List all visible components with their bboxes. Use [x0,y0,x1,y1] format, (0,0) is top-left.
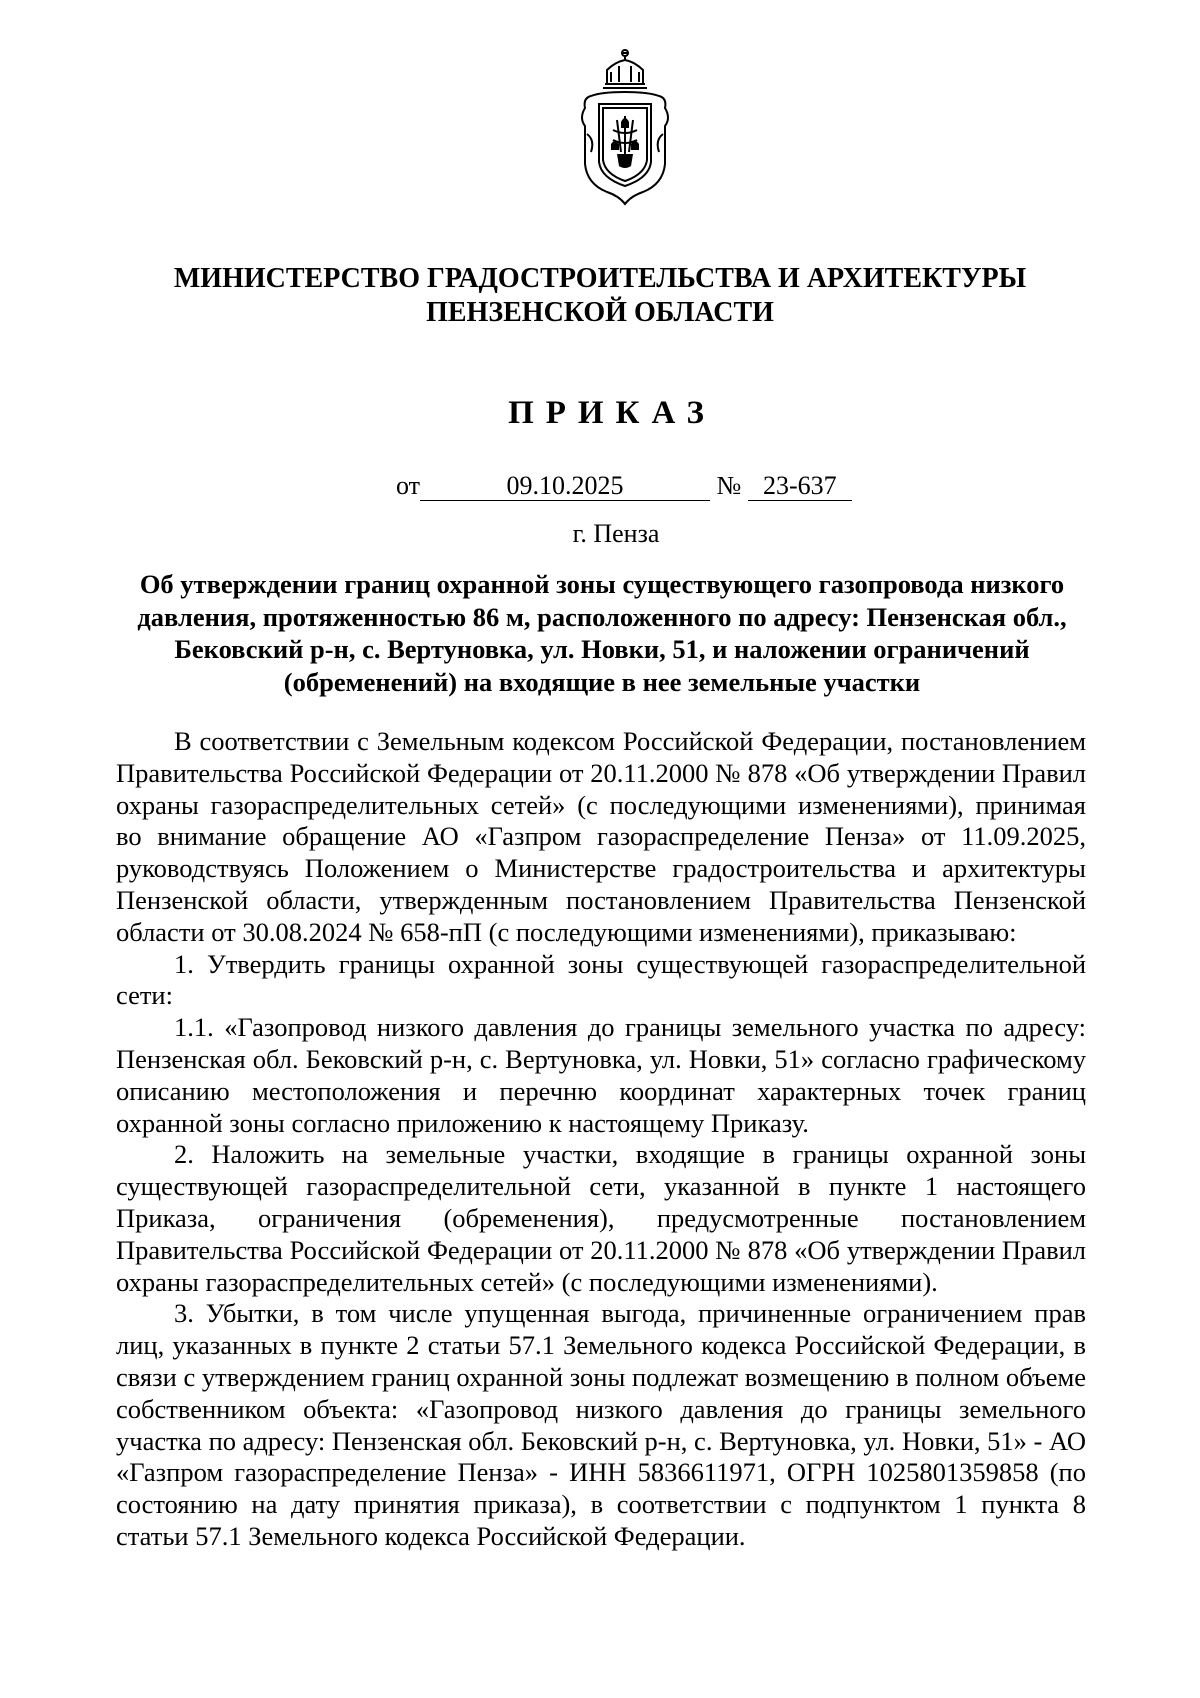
document-number: 23-637 [748,472,852,501]
ministry-name-line1: МИНИСТЕРСТВО ГРАДОСТРОИТЕЛЬСТВА И АРХИТЕКТУРЫ [173,263,1027,294]
body-paragraph-item-1-1: 1.1. «Газопровод низкого давления до границы земельного участка по адресу: Пензенская обл. Бековский р-н, с. Вертуновка, ул. Новки, 51» согласно графическому описанию местоположения и перечню координат характерных точек границ охранной зоны согласно приложению к настоящему Приказу. [116,1012,1086,1138]
document-body [116,726,1086,1553]
subject-line: Бековский р-н, с. Вертуновка, ул. Новки, 51, и наложении ограничений [174,634,1030,664]
subject-line: Об утверждении границ охранной зоны существующего газопровода низкого [139,569,1065,599]
coat-of-arms-icon [577,44,673,207]
number-prefix: № [716,471,742,500]
subject-line: давления, протяженностью 86 м, расположенного по адресу: Пензенская обл., [137,601,1067,632]
body-paragraph-item-1: 1. Утвердить границы охранной зоны существующей газораспределительной сети: [116,948,1086,1011]
subject-line: (обременений) на входящие в нее земельные участки [283,666,921,697]
date-prefix: от [396,471,421,500]
date-number-line [396,470,852,502]
body-paragraph-item-2: 2. Наложить на земельные участки, входящие в границы охранной зоны существующей газораспределительной сети, указанной в пункте 1 настоящего Приказа, ограничения (обременения), предусмотренные постановлением Правительства Российской Федерации от 20.11.2000 № 878 «Об утверждении Правил охраны газораспределительных сетей» (с последующими изменениями). [116,1139,1086,1297]
ministry-name-line2: ПЕНЗЕНСКОЙ ОБЛАСТИ [426,297,774,328]
body-paragraph-item-3: 3. Убытки, в том числе упущенная выгода, причиненные ограничением прав лиц, указанных в пункте 2 статьи 57.1 Земельного кодекса Российской Федерации, в связи с утверждением границ охранной зоны подлежат возмещению в полном объеме собственником объекта: «Газопровод низкого давления до границы земельного участка по адресу: Пензенская обл. Бековский р-н, с. Вертуновка, ул. Новки, 51» - АО «Газпром газораспределение Пенза» - ИНН 5836611971, ОГРН 1025801359858 (по состоянию на дату принятия приказа), в соответствии с подпунктом 1 пункта 8 статьи 57.1 Земельного кодекса Российской Федерации. [116,1298,1086,1551]
ministry-name [150,262,1050,330]
document-subject [118,568,1086,698]
document-city: г. Пенза [572,519,660,548]
document-date: 09.10.2025 [420,472,710,501]
body-paragraph-preamble: В соответствии с Земельным кодексом Российской Федерации, постановлением Правительства Российской Федерации от 20.11.2000 № 878 «Об утверждении Правил охраны газораспределительных сетей» (с последующими изменениями), принимая во внимание обращение АО «Газпром газораспределение Пенза» от 11.09.2025, руководствуясь Положением о Министерстве градостроительства и архитектуры Пензенской области, утвержденным постановлением Правительства Пензенской области от 30.08.2024 № 658-пП (с последующими изменениями), приказываю: [116,726,1086,947]
document-type: ПРИКАЗ [508,395,716,431]
